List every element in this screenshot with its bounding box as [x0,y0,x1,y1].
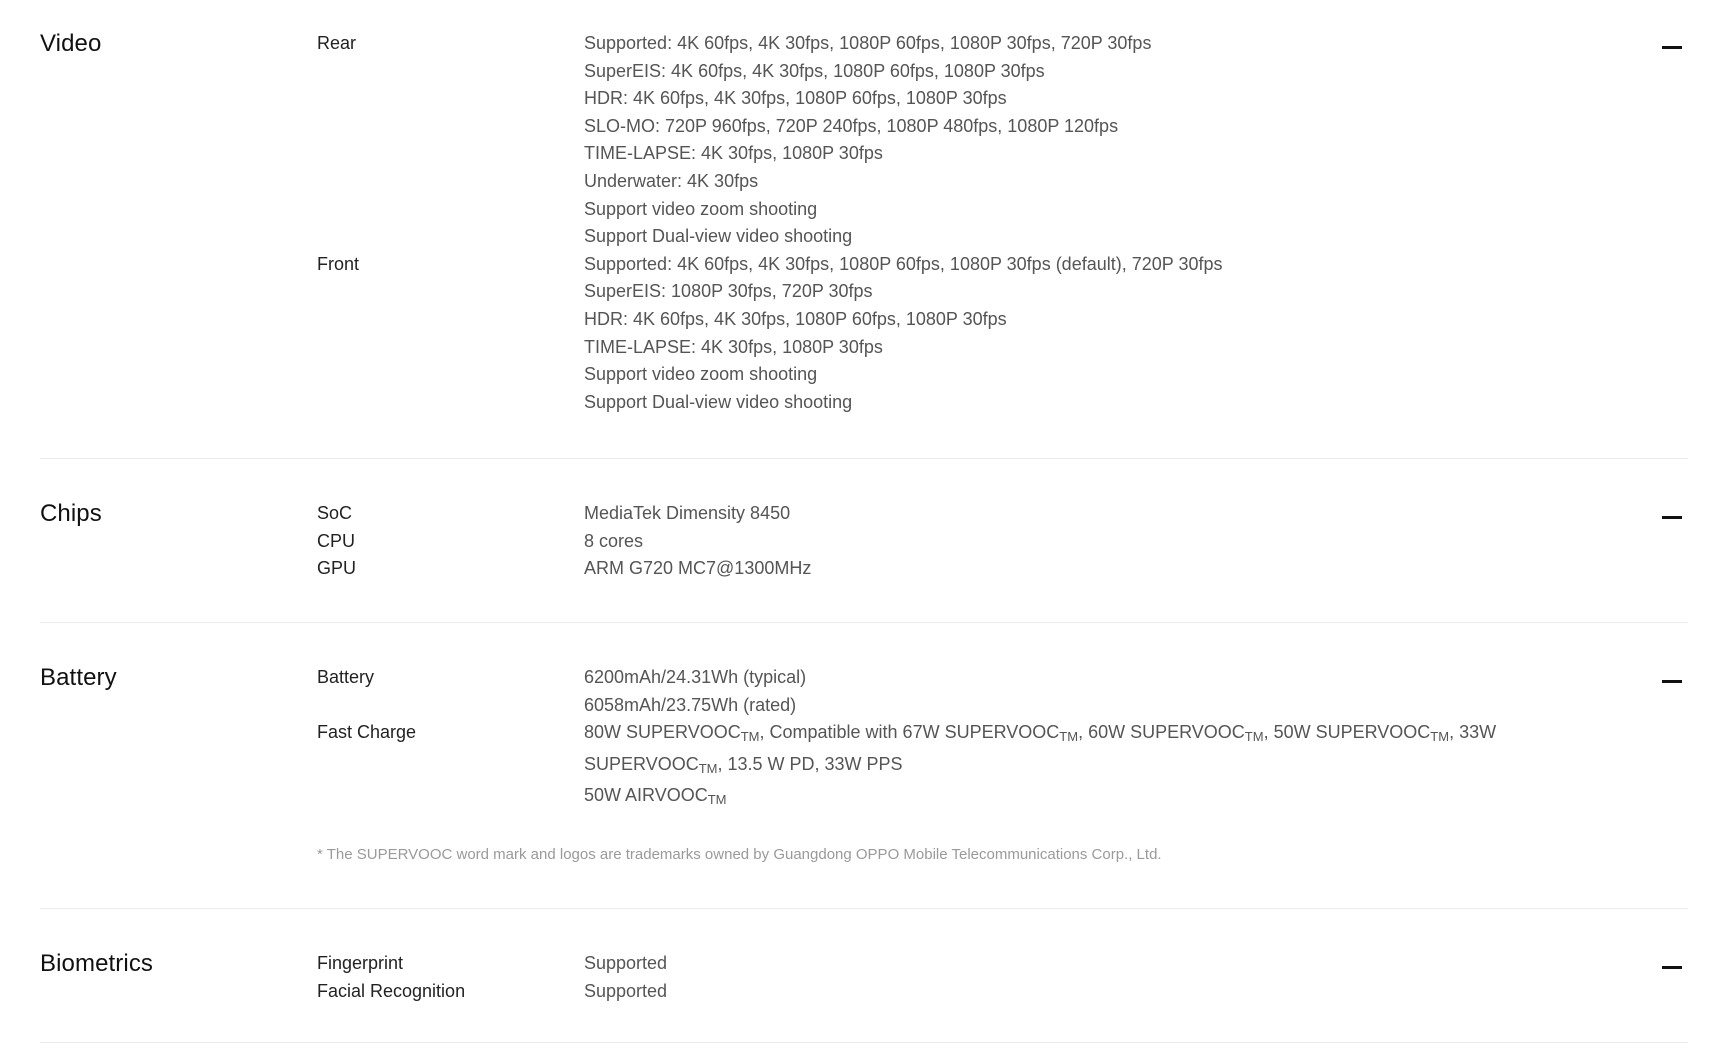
fast-charge-text: 50W AIRVOOC [584,785,708,806]
video-spec-rows [317,30,1677,416]
spec-label-facial-recognition: Facial Recognition [317,980,466,1001]
fast-charge-text: , 60W SUPERVOOC [1078,722,1245,743]
trademark-mark: TM [1244,729,1264,745]
spec-row-rear [317,30,1677,251]
trademark-mark: TM [1430,729,1450,745]
spec-value-line: Supported: 4K 60fps, 4K 30fps, 1080P 60fps, 1080P 30fps (default), 720P 30fps [584,253,1223,274]
spec-value-gpu: ARM G720 MC7@1300MHz [584,558,812,579]
spec-values-battery [584,664,1677,719]
fast-charge-text: , 50W SUPERVOOC [1263,722,1431,743]
spec-values-front [584,251,1677,417]
spec-value-fingerprint: Supported [584,953,668,973]
trademark-mark: TM [698,760,718,776]
chips-section [40,500,1688,600]
trademark-footnote: * The SUPERVOOC word mark and logos are trademarks owned by Guangdong OPPO Mobile Telecommunications Corp., Ltd. [317,846,1162,863]
section-title-biometrics: Biometrics [40,950,154,977]
spec-value-line: Support Dual-view video shooting [584,226,853,247]
trademark-mark: TM [740,729,760,745]
trademark-mark: TM [707,792,727,808]
fast-charge-text: 80W SUPERVOOC [584,722,741,743]
spec-values-rear [584,30,1677,251]
spec-value-line: SLO-MO: 720P 960fps, 720P 240fps, 1080P 480fps, 1080P 120fps [584,115,1119,136]
spec-row-soc [317,500,1677,528]
section-title-battery: Battery [40,664,117,691]
battery-section [40,664,1688,874]
spec-value-line: Supported: 4K 60fps, 4K 30fps, 1080P 60fps, 1080P 30fps, 720P 30fps [584,33,1152,53]
fast-charge-airvooc [584,782,1677,814]
spec-value-line: 6058mAh/23.75Wh (rated) [584,694,797,715]
spec-row-fingerprint [317,950,1677,978]
fast-charge-text: , 13.5 W PD, 33W PPS [717,753,903,774]
spec-label-fingerprint: Fingerprint [317,953,404,973]
section-title-chips: Chips [40,500,102,527]
spec-value-line: SuperEIS: 1080P 30fps, 720P 30fps [584,281,873,302]
fast-charge-text: , Compatible with 67W SUPERVOOC [759,722,1060,743]
spec-values-fast-charge [584,719,1677,814]
spec-row-front [317,251,1677,417]
spec-value-line: Support Dual-view video shooting [584,391,853,412]
video-section [40,30,1688,420]
spec-value-line: Underwater: 4K 30fps [584,170,759,191]
spec-value-line: HDR: 4K 60fps, 4K 30fps, 1080P 60fps, 1080P 30fps [584,88,1007,109]
spec-row-fast-charge [317,719,1677,814]
spec-value-facial-recognition: Supported [584,980,668,1001]
spec-value-line: HDR: 4K 60fps, 4K 30fps, 1080P 60fps, 1080P 30fps [584,308,1007,329]
spec-label-rear: Rear [317,33,357,53]
spec-label-cpu: CPU [317,530,356,551]
trademark-mark: TM [1059,729,1079,745]
spec-label-battery: Battery [317,667,375,687]
spec-value-line: TIME-LAPSE: 4K 30fps, 1080P 30fps [584,336,883,357]
chips-spec-rows [317,500,1677,583]
battery-spec-rows [317,664,1677,814]
section-title-video: Video [40,30,102,57]
section-divider [40,458,1688,459]
spec-label-gpu: GPU [317,558,357,579]
spec-value-line: 6200mAh/24.31Wh (typical) [584,667,807,687]
fast-charge-compatibility [584,719,1544,782]
spec-row-facial-recognition [317,978,1677,1006]
spec-row-gpu [317,555,1677,583]
spec-value-line: Support video zoom shooting [584,198,818,219]
section-divider [40,908,1688,909]
section-divider [40,1042,1688,1043]
section-divider [40,622,1688,623]
spec-value-cpu: 8 cores [584,530,644,551]
biometrics-spec-rows [317,950,1677,1005]
spec-label-front: Front [317,253,360,274]
spec-row-cpu [317,528,1677,556]
biometrics-section [40,950,1688,1020]
spec-label-fast-charge: Fast Charge [317,722,417,743]
spec-value-line: TIME-LAPSE: 4K 30fps, 1080P 30fps [584,143,883,164]
spec-row-battery [317,664,1677,719]
spec-value-soc: MediaTek Dimensity 8450 [584,503,791,523]
spec-value-line: SuperEIS: 4K 60fps, 4K 30fps, 1080P 60fps, 1080P 30fps [584,60,1045,81]
spec-label-soc: SoC [317,503,353,523]
fast-charge-text: , 33W SUPERVOOC [584,722,1497,774]
spec-value-line: Support video zoom shooting [584,364,818,385]
